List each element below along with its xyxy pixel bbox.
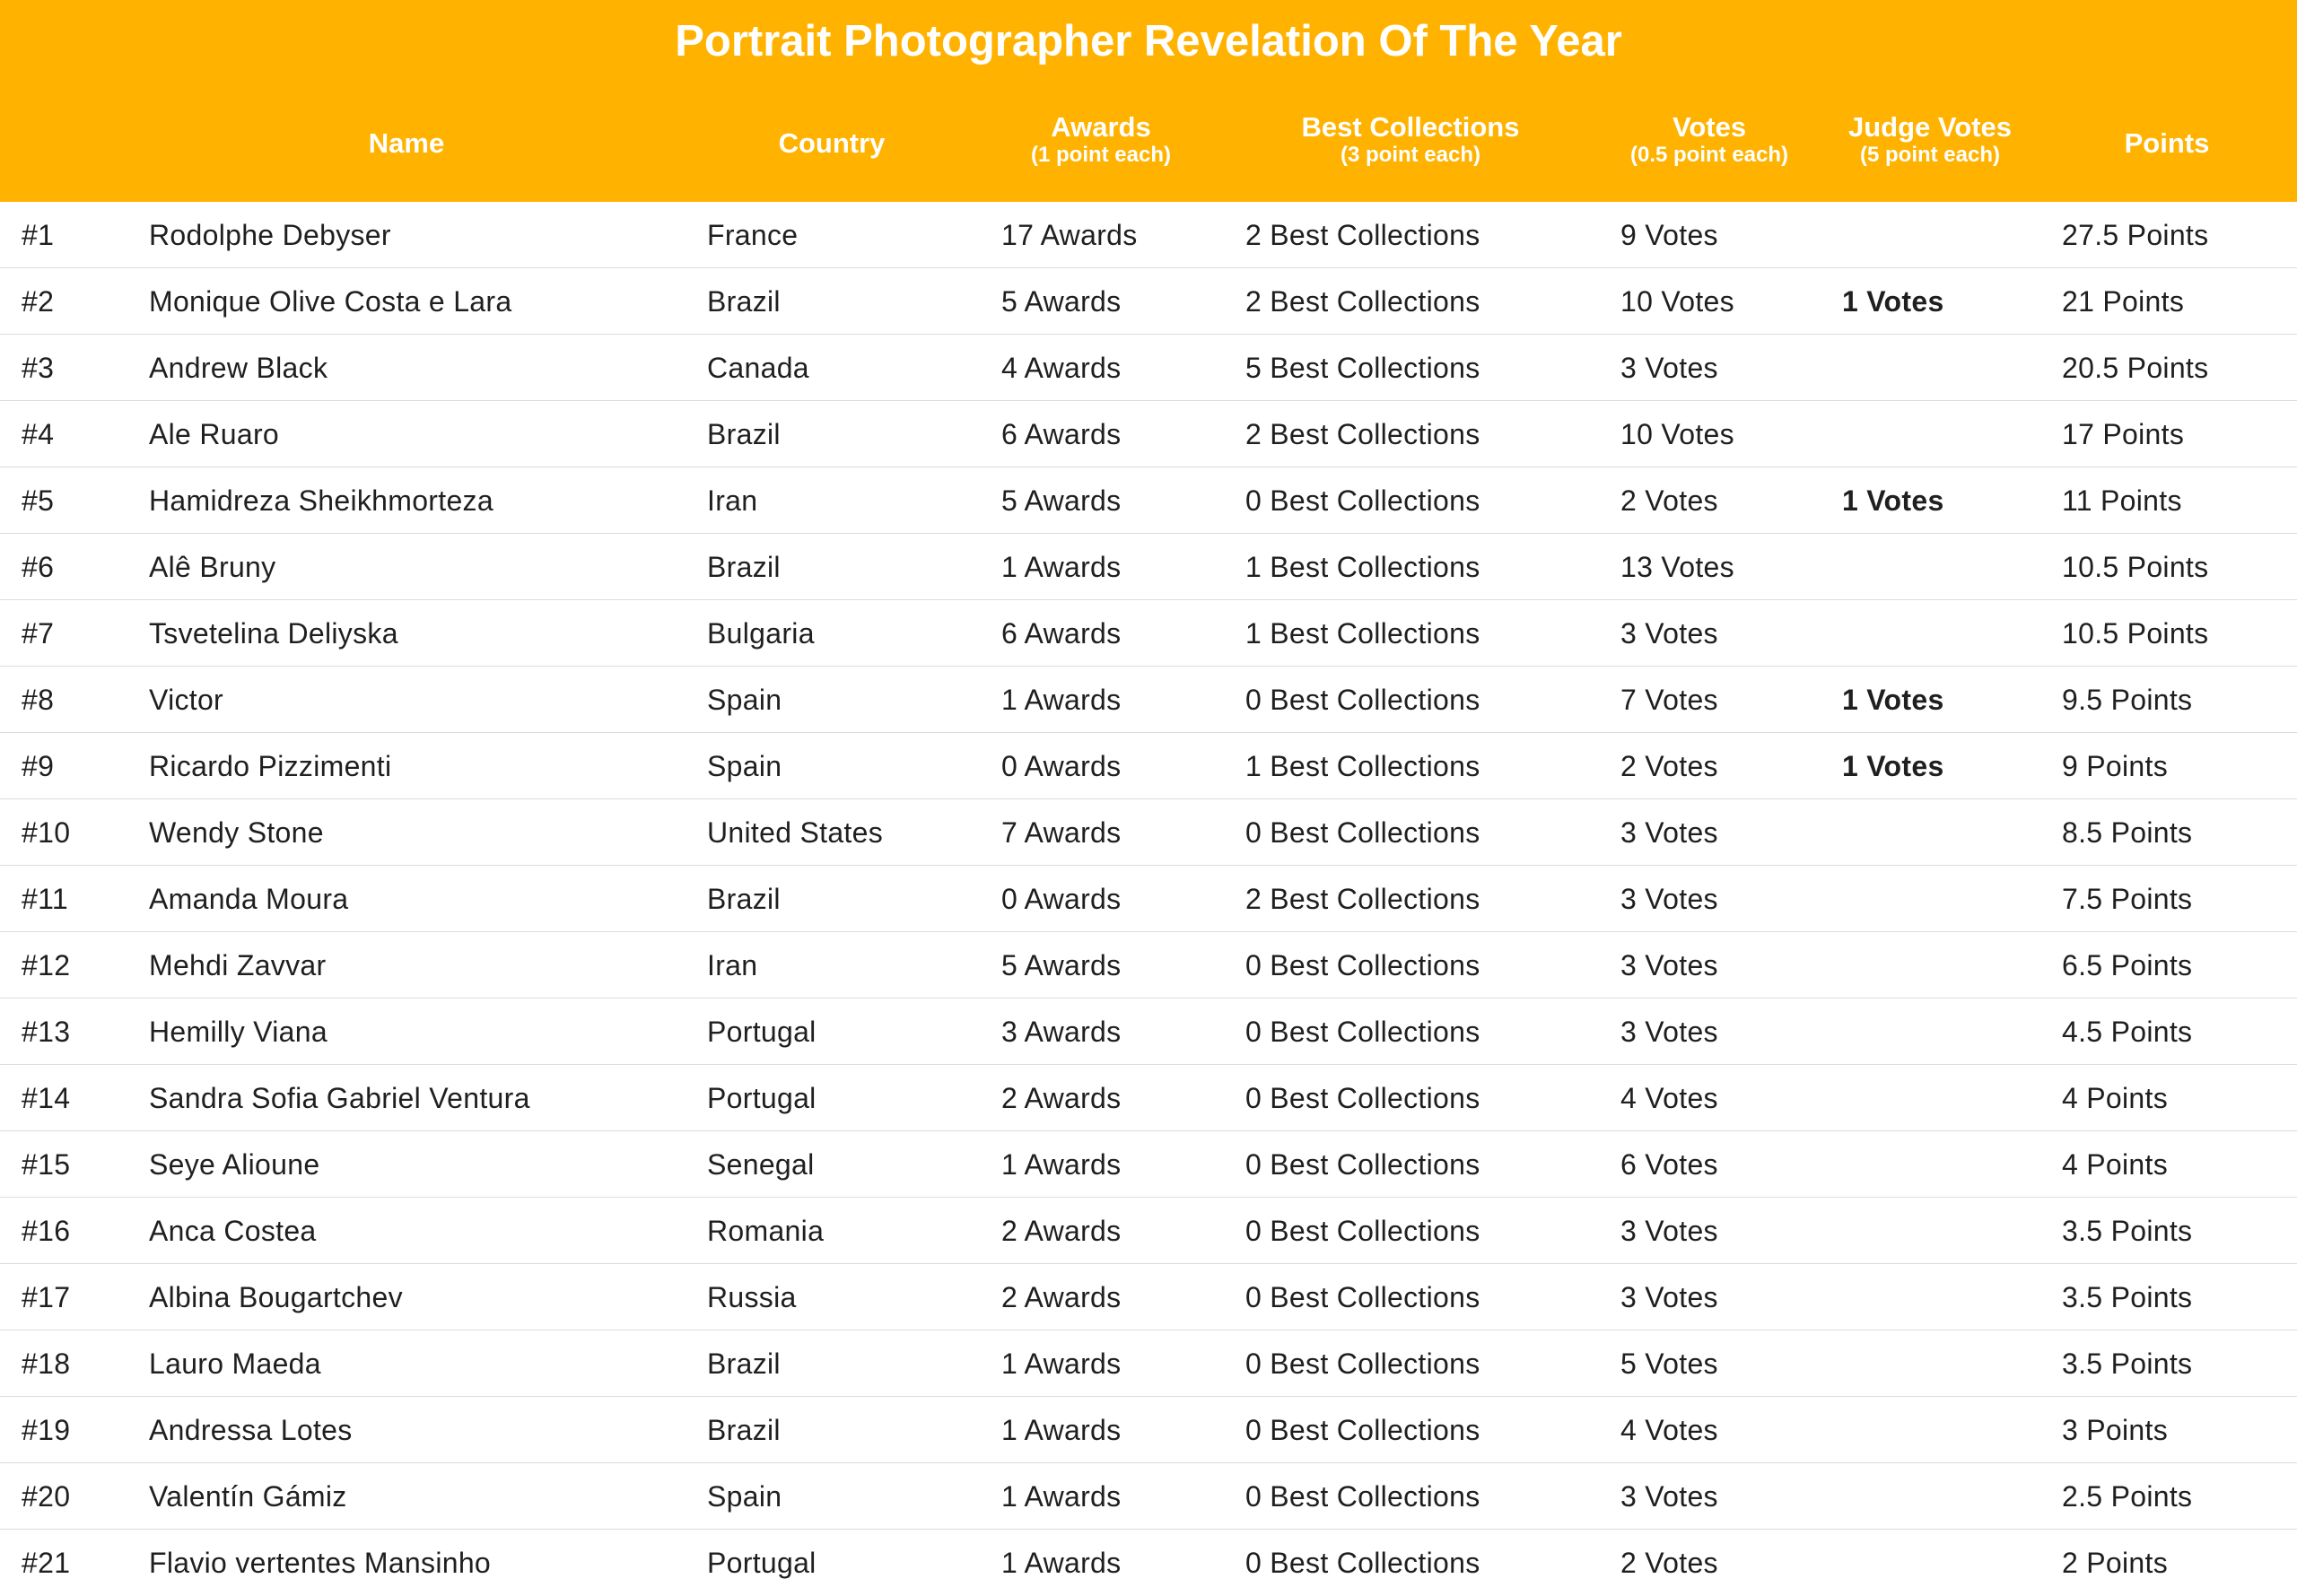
country-cell: Spain [707, 1480, 782, 1513]
points-cell: 27.5 Points [2062, 219, 2209, 251]
votes-cell: 9 Votes [1620, 219, 1718, 251]
name-cell: Victor [149, 684, 224, 716]
country-cell: Romania [707, 1215, 825, 1247]
best-collections-cell: 2 Best Collections [1245, 219, 1480, 251]
awards-cell: 1 Awards [1001, 1148, 1122, 1181]
points-cell: 21 Points [2062, 285, 2185, 318]
country-cell: Russia [707, 1281, 797, 1313]
votes-cell: 4 Votes [1620, 1082, 1718, 1114]
best-collections-cell: 1 Best Collections [1245, 551, 1480, 583]
points-cell: 10.5 Points [2062, 617, 2209, 650]
points-cell: 3.5 Points [2062, 1281, 2193, 1313]
votes-cell: 3 Votes [1620, 617, 1718, 650]
votes-cell: 3 Votes [1620, 1215, 1718, 1247]
country-cell: France [707, 219, 799, 251]
table-row [0, 467, 2297, 534]
best-collections-cell: 0 Best Collections [1245, 1148, 1480, 1181]
name-cell: Mehdi Zavvar [149, 949, 327, 981]
column-header-awards [966, 111, 1236, 167]
votes-cell: 2 Votes [1620, 750, 1718, 782]
best-collections-cell: 0 Best Collections [1245, 1215, 1480, 1247]
points-cell: 2.5 Points [2062, 1480, 2193, 1513]
table-row [0, 932, 2297, 999]
best-collections-cell: 0 Best Collections [1245, 1082, 1480, 1114]
best-collections-cell: 2 Best Collections [1245, 285, 1480, 318]
country-cell: United States [707, 816, 884, 849]
column-header-country [742, 127, 921, 160]
votes-cell: 6 Votes [1620, 1148, 1718, 1181]
table-row [0, 999, 2297, 1065]
best-collections-cell: 1 Best Collections [1245, 617, 1480, 650]
votes-cell: 3 Votes [1620, 883, 1718, 915]
awards-cell: 1 Awards [1001, 551, 1122, 583]
column-header-name-label: Name [368, 127, 445, 159]
name-cell: Monique Olive Costa e Lara [149, 285, 512, 318]
table-row [0, 799, 2297, 866]
awards-cell: 1 Awards [1001, 1480, 1122, 1513]
votes-cell: 2 Votes [1620, 1547, 1718, 1579]
votes-cell: 2 Votes [1620, 484, 1718, 517]
votes-cell: 7 Votes [1620, 684, 1718, 716]
rank-cell: #12 [22, 949, 71, 981]
table-row [0, 1065, 2297, 1131]
rank-cell: #15 [22, 1148, 71, 1181]
judge-votes-cell: 1 Votes [1842, 285, 1944, 318]
table-row [0, 667, 2297, 733]
best-collections-cell: 0 Best Collections [1245, 1016, 1480, 1048]
name-cell: Hemilly Viana [149, 1016, 328, 1048]
table-row [0, 1131, 2297, 1198]
awards-cell: 4 Awards [1001, 352, 1122, 384]
rank-cell: #19 [22, 1414, 71, 1446]
best-collections-cell: 0 Best Collections [1245, 1414, 1480, 1446]
column-header-judge-votes [1795, 111, 2065, 167]
country-cell: Brazil [707, 883, 781, 915]
points-cell: 20.5 Points [2062, 352, 2209, 384]
best-collections-cell: 0 Best Collections [1245, 1480, 1480, 1513]
country-cell: Iran [707, 484, 758, 517]
name-cell: Anca Costea [149, 1215, 317, 1247]
country-cell: Brazil [707, 1414, 781, 1446]
awards-cell: 5 Awards [1001, 949, 1122, 981]
table-row [0, 600, 2297, 667]
table-header [0, 0, 2297, 202]
awards-cell: 2 Awards [1001, 1281, 1122, 1313]
points-cell: 2 Points [2062, 1547, 2169, 1579]
table-row [0, 335, 2297, 401]
votes-cell: 3 Votes [1620, 1016, 1718, 1048]
name-cell: Hamidreza Sheikhmorteza [149, 484, 493, 517]
column-header-judge-sub: (5 point each) [1859, 143, 2000, 167]
best-collections-cell: 0 Best Collections [1245, 816, 1480, 849]
votes-cell: 10 Votes [1620, 418, 1734, 450]
points-cell: 4 Points [2062, 1148, 2169, 1181]
rank-cell: #17 [22, 1281, 71, 1313]
rank-cell: #14 [22, 1082, 71, 1114]
table-row [0, 733, 2297, 799]
points-cell: 3 Points [2062, 1414, 2169, 1446]
name-cell: Ricardo Pizzimenti [149, 750, 392, 782]
page-title: Portrait Photographer Revelation Of The Year [675, 17, 1622, 65]
column-header-awards-label: Awards [1051, 111, 1151, 143]
column-header-best-sub: (3 point each) [1340, 143, 1480, 167]
points-cell: 10.5 Points [2062, 551, 2209, 583]
awards-cell: 3 Awards [1001, 1016, 1122, 1048]
votes-cell: 3 Votes [1620, 1281, 1718, 1313]
name-cell: Rodolphe Debyser [149, 219, 391, 251]
country-cell: Portugal [707, 1016, 817, 1048]
points-cell: 17 Points [2062, 418, 2185, 450]
table-row [0, 1397, 2297, 1463]
name-cell: Flavio vertentes Mansinho [149, 1547, 492, 1579]
awards-cell: 17 Awards [1001, 219, 1138, 251]
awards-cell: 5 Awards [1001, 285, 1122, 318]
column-header-name [317, 127, 496, 160]
best-collections-cell: 1 Best Collections [1245, 750, 1480, 782]
points-cell: 8.5 Points [2062, 816, 2193, 849]
awards-cell: 1 Awards [1001, 1347, 1122, 1380]
column-header-judge-label: Judge Votes [1847, 111, 2013, 143]
table-row [0, 1330, 2297, 1397]
best-collections-cell: 0 Best Collections [1245, 949, 1480, 981]
name-cell: Andressa Lotes [149, 1414, 353, 1446]
name-cell: Sandra Sofia Gabriel Ventura [149, 1082, 530, 1114]
votes-cell: 3 Votes [1620, 816, 1718, 849]
name-cell: Valentín Gámiz [149, 1480, 347, 1513]
best-collections-cell: 2 Best Collections [1245, 418, 1480, 450]
name-cell: Wendy Stone [149, 816, 324, 849]
votes-cell: 3 Votes [1620, 1480, 1718, 1513]
rank-cell: #13 [22, 1016, 71, 1048]
country-cell: Brazil [707, 285, 781, 318]
votes-cell: 10 Votes [1620, 285, 1734, 318]
votes-cell: 3 Votes [1620, 949, 1718, 981]
table-row [0, 268, 2297, 335]
column-header-points-label: Points [2124, 127, 2210, 159]
awards-cell: 5 Awards [1001, 484, 1122, 517]
awards-cell: 2 Awards [1001, 1215, 1122, 1247]
country-cell: Senegal [707, 1148, 815, 1181]
country-cell: Iran [707, 949, 758, 981]
table-row [0, 866, 2297, 932]
points-cell: 9.5 Points [2062, 684, 2193, 716]
name-cell: Albina Bougartchev [149, 1281, 403, 1313]
country-cell: Portugal [707, 1547, 817, 1579]
column-header-awards-sub: (1 point each) [1030, 143, 1171, 167]
column-header-points [2077, 127, 2257, 160]
points-cell: 3.5 Points [2062, 1215, 2193, 1247]
table-row [0, 401, 2297, 467]
rank-cell: #9 [22, 750, 55, 782]
name-cell: Lauro Maeda [149, 1347, 321, 1380]
country-cell: Brazil [707, 418, 781, 450]
column-header-best-label: Best Collections [1301, 111, 1520, 143]
table-row [0, 534, 2297, 600]
judge-votes-cell: 1 Votes [1842, 750, 1944, 782]
column-header-votes-label: Votes [1672, 111, 1747, 143]
name-cell: Seye Alioune [149, 1148, 320, 1181]
awards-cell: 6 Awards [1001, 617, 1122, 650]
table-row [0, 1530, 2297, 1596]
country-cell: Spain [707, 684, 782, 716]
best-collections-cell: 0 Best Collections [1245, 1281, 1480, 1313]
rank-cell: #1 [22, 219, 55, 251]
rank-cell: #6 [22, 551, 55, 583]
votes-cell: 3 Votes [1620, 352, 1718, 384]
country-cell: Spain [707, 750, 782, 782]
country-cell: Bulgaria [707, 617, 815, 650]
points-cell: 3.5 Points [2062, 1347, 2193, 1380]
name-cell: Amanda Moura [149, 883, 349, 915]
name-cell: Tsvetelina Deliyska [149, 617, 398, 650]
country-cell: Portugal [707, 1082, 817, 1114]
best-collections-cell: 2 Best Collections [1245, 883, 1480, 915]
awards-cell: 0 Awards [1001, 750, 1122, 782]
best-collections-cell: 5 Best Collections [1245, 352, 1480, 384]
votes-cell: 5 Votes [1620, 1347, 1718, 1380]
table-row [0, 1463, 2297, 1530]
column-header-country-label: Country [778, 127, 886, 159]
rank-cell: #8 [22, 684, 55, 716]
awards-cell: 2 Awards [1001, 1082, 1122, 1114]
points-cell: 4 Points [2062, 1082, 2169, 1114]
best-collections-cell: 0 Best Collections [1245, 1347, 1480, 1380]
name-cell: Ale Ruaro [149, 418, 279, 450]
rank-cell: #20 [22, 1480, 71, 1513]
best-collections-cell: 0 Best Collections [1245, 1547, 1480, 1579]
rank-cell: #4 [22, 418, 55, 450]
points-cell: 11 Points [2062, 484, 2182, 517]
rank-cell: #11 [22, 883, 68, 915]
rank-cell: #16 [22, 1215, 71, 1247]
column-header-best-collections [1231, 111, 1590, 167]
name-cell: Andrew Black [149, 352, 328, 384]
rank-cell: #18 [22, 1347, 71, 1380]
points-cell: 6.5 Points [2062, 949, 2193, 981]
awards-cell: 7 Awards [1001, 816, 1122, 849]
rank-cell: #7 [22, 617, 55, 650]
awards-cell: 6 Awards [1001, 418, 1122, 450]
points-cell: 9 Points [2062, 750, 2169, 782]
awards-cell: 1 Awards [1001, 1547, 1122, 1579]
table-row [0, 1198, 2297, 1264]
judge-votes-cell: 1 Votes [1842, 484, 1944, 517]
column-header-votes-sub: (0.5 point each) [1629, 143, 1789, 167]
rank-cell: #21 [22, 1547, 71, 1579]
best-collections-cell: 0 Best Collections [1245, 484, 1480, 517]
table-row [0, 202, 2297, 268]
country-cell: Brazil [707, 551, 781, 583]
rank-cell: #10 [22, 816, 71, 849]
ranking-table-body [0, 202, 2297, 1596]
rank-cell: #3 [22, 352, 55, 384]
awards-cell: 1 Awards [1001, 684, 1122, 716]
points-cell: 4.5 Points [2062, 1016, 2193, 1048]
rank-cell: #2 [22, 285, 55, 318]
country-cell: Canada [707, 352, 809, 384]
rank-cell: #5 [22, 484, 55, 517]
points-cell: 7.5 Points [2062, 883, 2193, 915]
judge-votes-cell: 1 Votes [1842, 684, 1944, 716]
table-row [0, 1264, 2297, 1330]
votes-cell: 4 Votes [1620, 1414, 1718, 1446]
votes-cell: 13 Votes [1620, 551, 1734, 583]
best-collections-cell: 0 Best Collections [1245, 684, 1480, 716]
awards-cell: 1 Awards [1001, 1414, 1122, 1446]
awards-cell: 0 Awards [1001, 883, 1122, 915]
country-cell: Brazil [707, 1347, 781, 1380]
name-cell: Alê Bruny [149, 551, 276, 583]
